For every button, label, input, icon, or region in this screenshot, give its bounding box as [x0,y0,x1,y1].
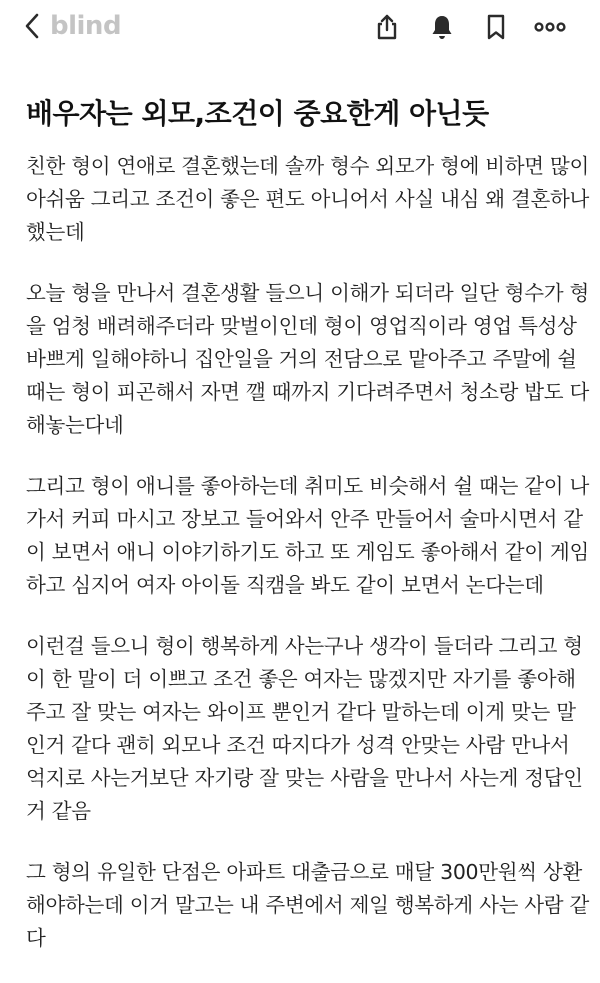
bookmark-icon [483,13,509,41]
post-paragraph [26,470,590,602]
text-line: 해야하는데 이거 말고는 내 주변에서 제일 행복하게 사는 사람 같 [26,893,590,917]
notification-button[interactable] [425,10,459,44]
text-line: 그 형의 유일한 단점은 아파트 대출금으로 매달 300만원씩 상환 [26,860,583,884]
text-line: 친한 형이 연애로 결혼했는데 솔까 형수 외모가 형에 비하면 많이 [26,154,590,178]
text-line: 이 한 말이 더 이쁘고 조건 좋은 여자는 많겠지만 자기를 좋아해 [26,667,576,691]
text-line: 가서 커피 마시고 장보고 들어와서 안주 만들어서 술마시면서 같 [26,507,583,531]
post-title: 배우자는 외모,조건이 중요한게 아닌듯 [26,97,489,130]
post-paragraph [26,856,590,955]
text-line: 을 엄청 배려해주더라 맞벌이인데 형이 영업직이라 영업 특성상 [26,314,577,338]
back-button[interactable] [22,12,44,40]
post-paragraph [26,630,586,828]
text-line: 때는 형이 피곤해서 자면 깰 때까지 기다려주면서 청소랑 밥도 다 [26,380,590,404]
text-line: 오늘 형을 만나서 결혼생활 들으니 이해가 되더라 일단 형수가 형 [26,281,590,305]
post-paragraph [26,150,590,249]
share-icon [373,13,401,41]
notification-bell-icon [428,13,456,41]
text-line: 이런걸 들으니 형이 행복하게 사는구나 생각이 들더라 그리고 형 [26,634,583,658]
text-line: 그리고 형이 애니를 좋아하는데 취미도 비슷해서 쉴 때는 같이 나 [26,474,590,498]
brand-logo: blind [50,11,122,41]
top-bar [0,0,600,54]
share-button[interactable] [370,10,404,44]
text-line: 바쁘게 일해야하니 집안일을 거의 전담으로 맡아주고 주말에 쉴 [26,347,577,371]
text-line: 이 보면서 애니 이야기하기도 하고 또 게임도 좋아해서 같이 게임 [26,540,590,564]
text-line: 다 [26,926,46,950]
text-line: 거 같음 [26,799,91,823]
text-line: 아쉬움 그리고 조건이 좋은 편도 아니어서 사실 내심 왜 결혼하나 [26,187,590,211]
text-line: 해놓는다네 [26,413,124,437]
text-line: 주고 잘 맞는 여자는 와이프 뿐인거 같다 말하는데 이게 맞는 말 [26,700,576,724]
text-line: 억지로 사는거보단 자기랑 잘 맞는 사람을 만나서 사는게 정답인 [26,766,583,790]
post-paragraph [26,277,590,442]
more-options-icon [534,13,566,41]
bookmark-button[interactable] [479,10,513,44]
back-chevron-icon [22,12,44,40]
post-body [26,150,590,983]
text-line: 인거 같다 괜히 외모나 조건 따지다가 성격 안맞는 사람 만나서 [26,733,570,757]
more-options-button[interactable] [533,10,567,44]
text-line: 했는데 [26,220,85,244]
text-line: 하고 심지어 여자 아이돌 직캠을 봐도 같이 보면서 논다는데 [26,573,544,597]
